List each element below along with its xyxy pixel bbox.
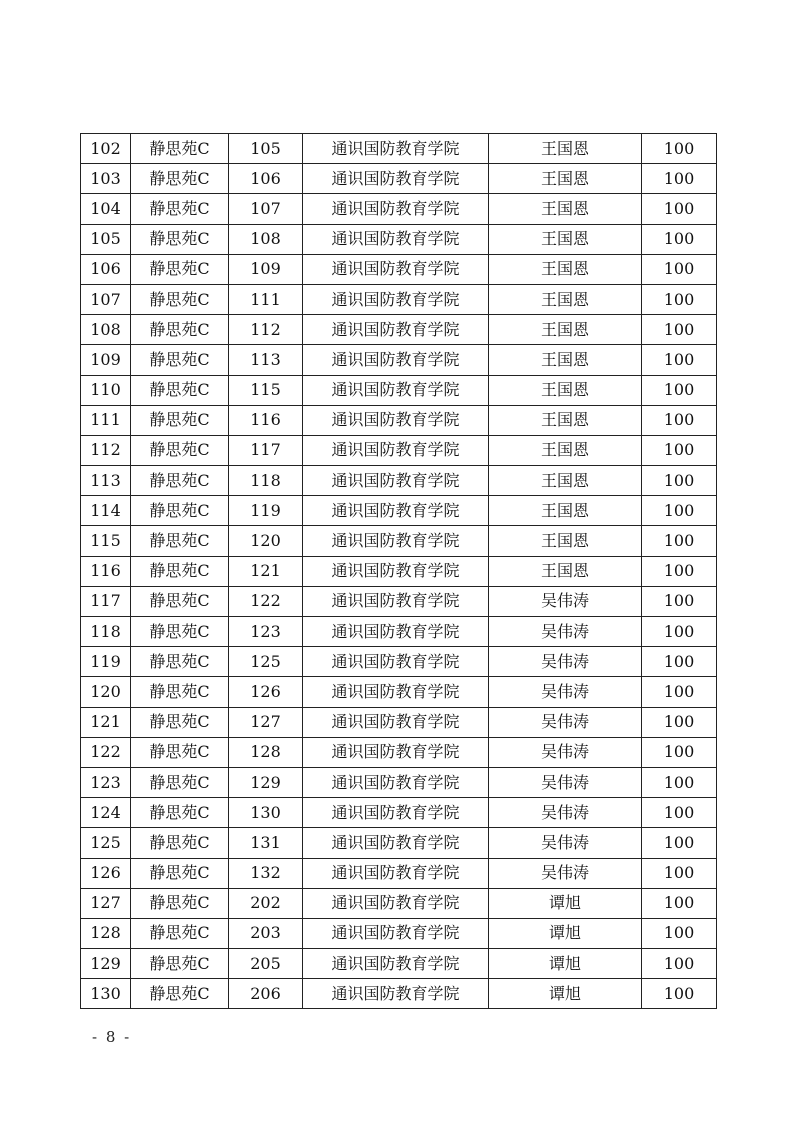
name-cell: 谭旭: [489, 888, 642, 918]
score-cell: 100: [642, 526, 717, 556]
name-cell: 吴伟涛: [489, 767, 642, 797]
table-row: [81, 979, 717, 1009]
table-row: [81, 617, 717, 647]
college-cell: 通识国防教育学院: [303, 194, 489, 224]
building-cell: 静思苑C: [131, 586, 229, 616]
room-cell: 128: [229, 737, 303, 767]
college-cell: 通识国防教育学院: [303, 466, 489, 496]
building-cell: 静思苑C: [131, 164, 229, 194]
score-cell: 100: [642, 224, 717, 254]
seq-cell: 117: [81, 586, 131, 616]
table-row: [81, 949, 717, 979]
table-row: [81, 224, 717, 254]
name-cell: 王国恩: [489, 194, 642, 224]
table-row: [81, 435, 717, 465]
score-cell: 100: [642, 405, 717, 435]
seq-cell: 110: [81, 375, 131, 405]
seq-cell: 105: [81, 224, 131, 254]
college-cell: 通识国防教育学院: [303, 375, 489, 405]
name-cell: 谭旭: [489, 979, 642, 1009]
name-cell: 王国恩: [489, 556, 642, 586]
table-row: [81, 586, 717, 616]
name-cell: 吴伟涛: [489, 586, 642, 616]
college-cell: 通识国防教育学院: [303, 526, 489, 556]
seq-cell: 103: [81, 164, 131, 194]
college-cell: 通识国防教育学院: [303, 979, 489, 1009]
building-cell: 静思苑C: [131, 888, 229, 918]
room-cell: 132: [229, 858, 303, 888]
seq-cell: 118: [81, 617, 131, 647]
name-cell: 王国恩: [489, 345, 642, 375]
building-cell: 静思苑C: [131, 858, 229, 888]
college-cell: 通识国防教育学院: [303, 858, 489, 888]
name-cell: 谭旭: [489, 918, 642, 948]
building-cell: 静思苑C: [131, 918, 229, 948]
seq-cell: 130: [81, 979, 131, 1009]
building-cell: 静思苑C: [131, 375, 229, 405]
seq-cell: 127: [81, 888, 131, 918]
name-cell: 吴伟涛: [489, 737, 642, 767]
table-row: [81, 194, 717, 224]
room-cell: 119: [229, 496, 303, 526]
building-cell: 静思苑C: [131, 677, 229, 707]
score-cell: 100: [642, 918, 717, 948]
table-row: [81, 707, 717, 737]
room-cell: 116: [229, 405, 303, 435]
table-row: [81, 798, 717, 828]
college-cell: 通识国防教育学院: [303, 556, 489, 586]
room-cell: 202: [229, 888, 303, 918]
name-cell: 王国恩: [489, 375, 642, 405]
building-cell: 静思苑C: [131, 647, 229, 677]
seq-cell: 107: [81, 284, 131, 314]
building-cell: 静思苑C: [131, 617, 229, 647]
page-number: - 8 -: [92, 1028, 132, 1046]
score-cell: 100: [642, 375, 717, 405]
building-cell: 静思苑C: [131, 194, 229, 224]
seq-cell: 121: [81, 707, 131, 737]
college-cell: 通识国防教育学院: [303, 345, 489, 375]
room-cell: 118: [229, 466, 303, 496]
building-cell: 静思苑C: [131, 556, 229, 586]
table-row: [81, 647, 717, 677]
college-cell: 通识国防教育学院: [303, 405, 489, 435]
room-cell: 130: [229, 798, 303, 828]
college-cell: 通识国防教育学院: [303, 435, 489, 465]
seq-cell: 113: [81, 466, 131, 496]
score-cell: 100: [642, 466, 717, 496]
building-cell: 静思苑C: [131, 828, 229, 858]
score-cell: 100: [642, 647, 717, 677]
table-row: [81, 737, 717, 767]
room-cell: 205: [229, 949, 303, 979]
name-cell: 吴伟涛: [489, 828, 642, 858]
score-cell: 100: [642, 284, 717, 314]
seq-cell: 109: [81, 345, 131, 375]
score-cell: 100: [642, 858, 717, 888]
table-row: [81, 888, 717, 918]
college-cell: 通识国防教育学院: [303, 496, 489, 526]
college-cell: 通识国防教育学院: [303, 888, 489, 918]
name-cell: 吴伟涛: [489, 647, 642, 677]
table-row: [81, 556, 717, 586]
room-cell: 111: [229, 284, 303, 314]
name-cell: 王国恩: [489, 315, 642, 345]
table-row: [81, 828, 717, 858]
score-cell: 100: [642, 586, 717, 616]
score-cell: 100: [642, 707, 717, 737]
seq-cell: 119: [81, 647, 131, 677]
building-cell: 静思苑C: [131, 284, 229, 314]
college-cell: 通识国防教育学院: [303, 707, 489, 737]
table-row: [81, 858, 717, 888]
score-cell: 100: [642, 194, 717, 224]
building-cell: 静思苑C: [131, 224, 229, 254]
score-cell: 100: [642, 315, 717, 345]
room-cell: 122: [229, 586, 303, 616]
table-row: [81, 767, 717, 797]
room-cell: 106: [229, 164, 303, 194]
college-cell: 通识国防教育学院: [303, 949, 489, 979]
name-cell: 吴伟涛: [489, 707, 642, 737]
name-cell: 吴伟涛: [489, 677, 642, 707]
seq-cell: 123: [81, 767, 131, 797]
name-cell: 王国恩: [489, 284, 642, 314]
seq-cell: 116: [81, 556, 131, 586]
college-cell: 通识国防教育学院: [303, 617, 489, 647]
room-cell: 105: [229, 134, 303, 164]
room-cell: 117: [229, 435, 303, 465]
room-cell: 129: [229, 767, 303, 797]
table-row: [81, 677, 717, 707]
building-cell: 静思苑C: [131, 435, 229, 465]
room-cell: 109: [229, 254, 303, 284]
room-cell: 121: [229, 556, 303, 586]
room-cell: 203: [229, 918, 303, 948]
score-cell: 100: [642, 979, 717, 1009]
college-cell: 通识国防教育学院: [303, 798, 489, 828]
seq-cell: 122: [81, 737, 131, 767]
name-cell: 吴伟涛: [489, 617, 642, 647]
building-cell: 静思苑C: [131, 979, 229, 1009]
college-cell: 通识国防教育学院: [303, 284, 489, 314]
table-row: [81, 164, 717, 194]
table-row: [81, 918, 717, 948]
room-cell: 112: [229, 315, 303, 345]
building-cell: 静思苑C: [131, 315, 229, 345]
table-row: [81, 466, 717, 496]
table-row: [81, 345, 717, 375]
college-cell: 通识国防教育学院: [303, 134, 489, 164]
seq-cell: 111: [81, 405, 131, 435]
table-row: [81, 405, 717, 435]
name-cell: 吴伟涛: [489, 858, 642, 888]
name-cell: 王国恩: [489, 435, 642, 465]
room-cell: 126: [229, 677, 303, 707]
score-cell: 100: [642, 435, 717, 465]
college-cell: 通识国防教育学院: [303, 164, 489, 194]
room-cell: 108: [229, 224, 303, 254]
building-cell: 静思苑C: [131, 798, 229, 828]
seq-cell: 126: [81, 858, 131, 888]
seq-cell: 104: [81, 194, 131, 224]
room-cell: 123: [229, 617, 303, 647]
name-cell: 王国恩: [489, 466, 642, 496]
score-cell: 100: [642, 677, 717, 707]
college-cell: 通识国防教育学院: [303, 767, 489, 797]
college-cell: 通识国防教育学院: [303, 918, 489, 948]
college-cell: 通识国防教育学院: [303, 737, 489, 767]
college-cell: 通识国防教育学院: [303, 315, 489, 345]
score-cell: 100: [642, 496, 717, 526]
seq-cell: 108: [81, 315, 131, 345]
score-cell: 100: [642, 617, 717, 647]
score-cell: 100: [642, 767, 717, 797]
score-cell: 100: [642, 828, 717, 858]
table-row: [81, 284, 717, 314]
score-cell: 100: [642, 164, 717, 194]
score-cell: 100: [642, 254, 717, 284]
college-cell: 通识国防教育学院: [303, 254, 489, 284]
college-cell: 通识国防教育学院: [303, 586, 489, 616]
seq-cell: 114: [81, 496, 131, 526]
score-cell: 100: [642, 798, 717, 828]
score-cell: 100: [642, 134, 717, 164]
building-cell: 静思苑C: [131, 496, 229, 526]
room-cell: 125: [229, 647, 303, 677]
seq-cell: 120: [81, 677, 131, 707]
college-cell: 通识国防教育学院: [303, 828, 489, 858]
name-cell: 王国恩: [489, 254, 642, 284]
score-cell: 100: [642, 345, 717, 375]
name-cell: 王国恩: [489, 405, 642, 435]
score-cell: 100: [642, 949, 717, 979]
room-cell: 120: [229, 526, 303, 556]
building-cell: 静思苑C: [131, 737, 229, 767]
score-cell: 100: [642, 888, 717, 918]
room-cell: 127: [229, 707, 303, 737]
table-row: [81, 526, 717, 556]
seq-cell: 129: [81, 949, 131, 979]
name-cell: 吴伟涛: [489, 798, 642, 828]
building-cell: 静思苑C: [131, 526, 229, 556]
name-cell: 王国恩: [489, 224, 642, 254]
score-cell: 100: [642, 556, 717, 586]
building-cell: 静思苑C: [131, 707, 229, 737]
building-cell: 静思苑C: [131, 405, 229, 435]
table-row: [81, 496, 717, 526]
seq-cell: 106: [81, 254, 131, 284]
score-cell: 100: [642, 737, 717, 767]
name-cell: 王国恩: [489, 496, 642, 526]
building-cell: 静思苑C: [131, 345, 229, 375]
room-cell: 113: [229, 345, 303, 375]
seq-cell: 124: [81, 798, 131, 828]
table-body: [81, 134, 717, 1009]
room-cell: 115: [229, 375, 303, 405]
room-cell: 131: [229, 828, 303, 858]
table-row: [81, 315, 717, 345]
name-cell: 王国恩: [489, 526, 642, 556]
building-cell: 静思苑C: [131, 134, 229, 164]
college-cell: 通识国防教育学院: [303, 224, 489, 254]
table-row: [81, 375, 717, 405]
seq-cell: 115: [81, 526, 131, 556]
table-row: [81, 254, 717, 284]
room-cell: 206: [229, 979, 303, 1009]
building-cell: 静思苑C: [131, 949, 229, 979]
building-cell: 静思苑C: [131, 466, 229, 496]
name-cell: 王国恩: [489, 164, 642, 194]
building-cell: 静思苑C: [131, 254, 229, 284]
building-cell: 静思苑C: [131, 767, 229, 797]
seq-cell: 112: [81, 435, 131, 465]
name-cell: 王国恩: [489, 134, 642, 164]
seq-cell: 128: [81, 918, 131, 948]
college-cell: 通识国防教育学院: [303, 677, 489, 707]
table-row: [81, 134, 717, 164]
room-cell: 107: [229, 194, 303, 224]
name-cell: 谭旭: [489, 949, 642, 979]
seq-cell: 102: [81, 134, 131, 164]
dormitory-score-table: [80, 133, 717, 1009]
college-cell: 通识国防教育学院: [303, 647, 489, 677]
seq-cell: 125: [81, 828, 131, 858]
